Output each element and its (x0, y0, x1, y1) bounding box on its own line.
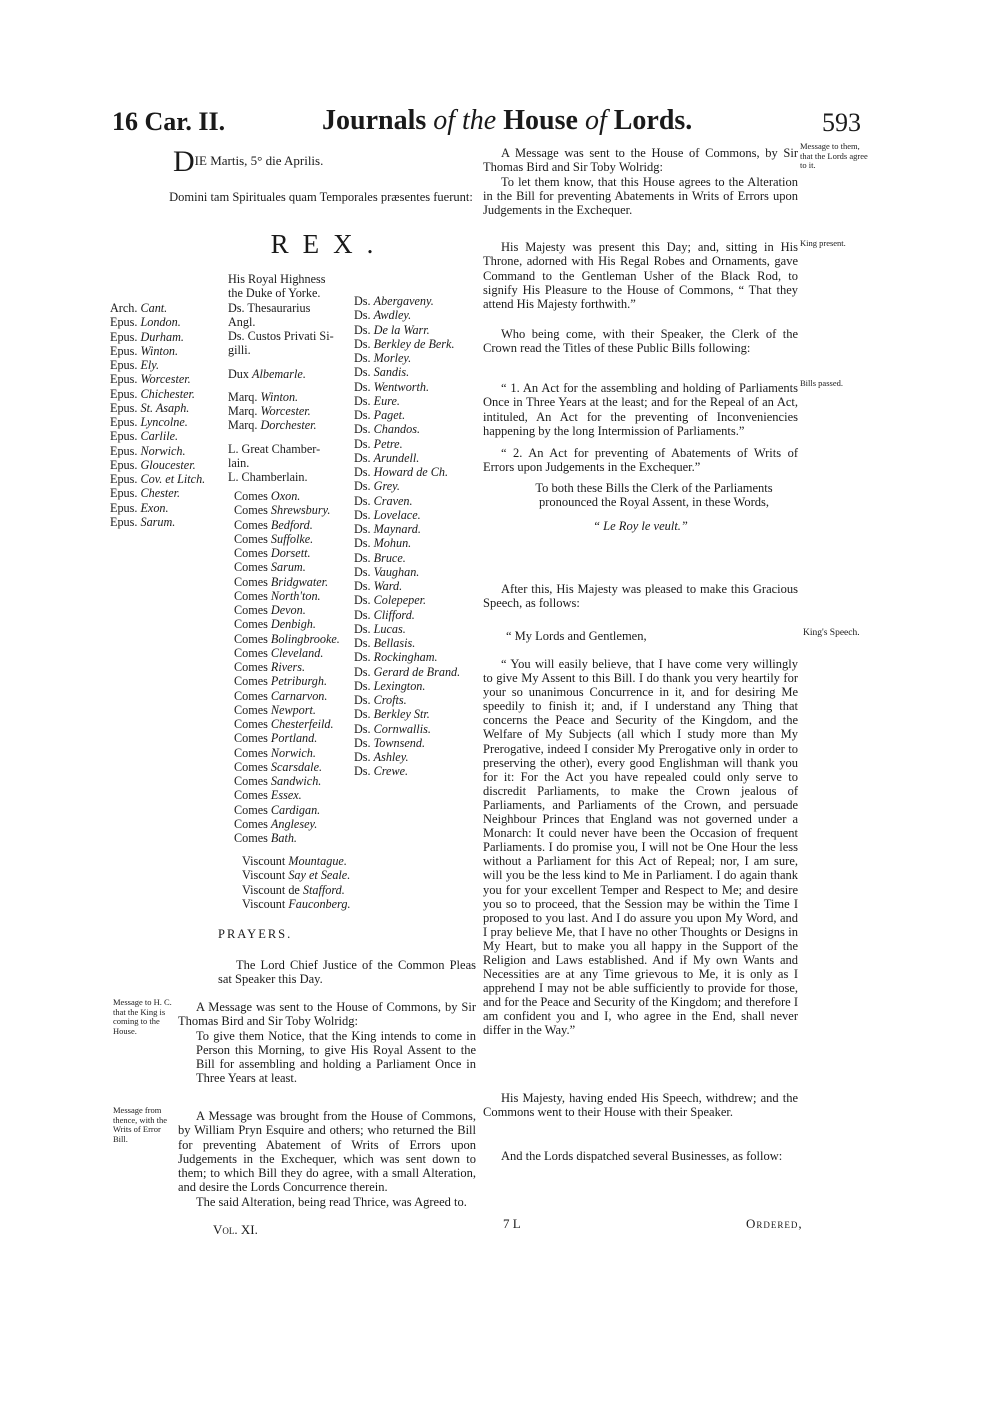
baron-entry: Ds. Howard de Ch. (354, 465, 449, 479)
officer-entry: lain. (228, 455, 250, 470)
earl-entry: Comes Dorsett. (234, 546, 311, 560)
earl-entry: Comes Cleveland. (234, 645, 324, 660)
running-head-title-part: the (462, 105, 504, 136)
baron-entry: Ds. Arundell. (354, 450, 420, 465)
bishop-entry: Epus. Gloucester. (110, 457, 196, 472)
earl-entry: Comes Scarsdale. (234, 759, 323, 774)
officer-entry (228, 381, 334, 390)
bishop-entry: Epus. Sarum. (110, 514, 176, 529)
earl-entry: Comes Bath. (234, 831, 297, 845)
baron-entry: Ds. Grey. (354, 479, 400, 494)
earl-entry: Comes Petriburgh. (234, 674, 327, 689)
date-dropcap: D (173, 145, 195, 178)
page-number: 593 (822, 108, 861, 137)
officer-entry (228, 433, 334, 442)
earl-entry: Comes Shrewsbury. (234, 503, 331, 518)
officers-list (228, 272, 334, 493)
baron-entry: Ds. Paget. (354, 408, 406, 422)
baron-entry: Ds. Sandis. (354, 365, 410, 380)
earl-entry: Comes Oxon. (234, 489, 301, 503)
earl-entry: Comes Carnarvon. (234, 688, 328, 703)
baron-entry: Ds. Chandos. (354, 422, 421, 437)
officer-entry: Dux Albemarle. (228, 366, 306, 381)
earl-entry: Comes Denbigh. (234, 617, 316, 632)
bishop-entry: Epus. Chester. (110, 486, 181, 501)
barons-list (354, 294, 460, 779)
officer-entry: His Royal Highness (228, 272, 326, 286)
baron-entry: Ds. Clifford. (354, 607, 415, 622)
earl-entry: Comes Norwich. (234, 745, 316, 760)
bishop-entry: Epus. Lyncolne. (110, 415, 188, 429)
bishops-list (110, 301, 205, 529)
officer-entry: L. Great Chamber- (228, 441, 321, 456)
margin-note-king-present: King present. (800, 238, 846, 248)
earl-entry: Comes Sarum. (234, 560, 306, 575)
viscounts-list (242, 854, 351, 911)
earl-entry: Comes Bedford. (234, 517, 313, 532)
bishop-entry: Epus. Norwich. (110, 443, 186, 458)
earl-entry: Comes Newport. (234, 702, 316, 717)
margin-note-message-to-commons: Message to H. C. that the King is coming to the House. (113, 997, 172, 1036)
baron-entry: Ds. Maynard. (354, 522, 421, 536)
running-head-title-part: Lords. (613, 105, 693, 136)
bishop-entry: Epus. Chichester. (110, 386, 195, 401)
officer-entry: Ds. Thesaurarius (228, 300, 311, 315)
bill-two: “ 2. An Act for preventing of Abatements of Writs of Errors upon Judgements in the Exchequer.” (483, 446, 798, 475)
baron-entry: Ds. Morley. (354, 351, 412, 365)
viscount-entry: Viscount Say et Seale. (242, 868, 351, 883)
baron-entry: Ds. Colepeper. (354, 593, 427, 608)
dispatched-paragraph: And the Lords dispatched several Businesses, as follow: (501, 1149, 783, 1163)
officer-entry: Marq. Dorchester. (228, 418, 317, 433)
withdrew-paragraph: His Majesty, having ended His Speech, withdrew; and the Commons went to their House with their Speaker. (483, 1091, 798, 1120)
baron-entry: Ds. Cornwallis. (354, 721, 431, 736)
bishop-entry: Epus. Cov. et Litch. (110, 472, 206, 486)
session-date (173, 145, 324, 178)
volume-signature: Vol. XI. (213, 1222, 258, 1237)
bishop-entry: Epus. Winton. (110, 343, 179, 358)
baron-entry: Ds. Rockingham. (354, 650, 438, 665)
running-head-regnal-year: 16 Car. II. (112, 107, 226, 136)
king-present-paragraph: His Majesty was present this Day; and, sitting in His Throne, adorned with His Regal Robes and Ornaments, gave Command to the Gentleman Usher of the Black Rod, to signify His Pleasure to the House of Commons, “ That they attend His Majesty forthwith.” (483, 240, 798, 312)
running-head-title-part: House (503, 105, 585, 136)
message-to-commons-block: A Message was sent to the House of Commons, by Sir Thomas Bird and Sir Toby Wolridg: To give them Notice, that the King intends to come in Person this Morning, to give His Royal Assent to the Bill for assembling and holding a Parliament Once in Three Years at least. (178, 1000, 476, 1086)
date-text: IE Martis, 5° die Aprilis. (194, 153, 324, 168)
baron-entry: Ds. Ward. (354, 579, 403, 593)
kings-speech-text: “ You will easily believe, that I have come very willingly to give My Assent to this Bill. I do thank you very heartily for your so unanimous Concurrence in it, and for desiring Me speedily to finish it; and, if I understand any Thing that concerns the Peace and Security of the Kingdom, and the Welfare of My Subjects (all which I study more than My Prerogative, indeed I consider My Prerogative only in order to preserving the other), every good Englishman will thank you for it: For the Act you have repealed could only serve to discredit Parliaments, to make the Crown jealous of Parliaments, and Parliaments of the Crown, and persuade Neighbour Princes that England was not governed under a Monarch: It could never have been the Occasion of frequent Parliaments. I do promise you, I will not be One Hour the less without a Parliament for this Act of Repeal; nor, I am sure, will you be the less kind to Me in Parliament. I do again thank you for your excellent Temper and Respect to Me; and desire you so to proceed, that the Session may be within the Time I proposed to you last. And I do assure you upon My Word, and I pray believe Me, that I have no other Thoughts or Designs in My Heart, but to make you all happy in the Support of the Religion and Laws established. And if My own Wants and Necessities are at any Time grievous to Me, it is only as I apprehend I may not be able sufficiently to provide for those, and for the Peace and Security of the Kingdom; and therefore I am confident you and I, who agree in the End, shall never differ in the Way.” (483, 657, 798, 1038)
earl-entry: Comes Devon. (234, 603, 306, 617)
baron-entry: Ds. Gerard de Brand. (354, 664, 461, 679)
baron-entry: Ds. De la Warr. (354, 322, 430, 337)
baron-entry: Ds. Petre. (354, 436, 403, 451)
baron-entry: Ds. Mohun. (354, 536, 412, 551)
prayers-heading: PRAYERS. (218, 927, 293, 941)
earl-entry: Comes Bolingbrooke. (234, 631, 340, 646)
earl-entry: Comes Sandwich. (234, 774, 322, 788)
earl-entry: Comes North'ton. (234, 588, 321, 603)
officer-entry: Marq. Worcester. (228, 404, 311, 418)
bishop-entry: Epus. Exon. (110, 500, 169, 515)
bishop-entry: Epus. Carlile. (110, 429, 179, 444)
speaker-note: The Lord Chief Justice of the Common Pleas sat Speaker this Day. (218, 958, 476, 987)
message-lords-agree-block: A Message was sent to the House of Commons, by Sir Thomas Bird and Sir Toby Wolridg: To let them know, that this House agrees to the Alteration in the Bill for preventing Abatements in Writs of Errors upon Judgements in the Exchequer. (483, 146, 798, 218)
baron-entry: Ds. Lexington. (354, 678, 426, 693)
le-roy-le-veult: “ Le Roy le veult.” (593, 519, 688, 533)
bill-one: “ 1. An Act for the assembling and holding of Parliaments Once in Three Years at the least; and for the Repeal of an Act, intituled, An Act for the preventing of Inconveniencies happening by the long Intermission of Parliaments.” (483, 381, 798, 438)
earl-entry: Comes Chesterfeild. (234, 717, 334, 731)
bishop-entry: Epus. Worcester. (110, 372, 191, 387)
running-head-title-part: Journals (322, 105, 434, 136)
royal-assent-line: To both these Bills the Clerk of the Parliaments pronounced the Royal Assent, in these Words, (535, 481, 773, 510)
baron-entry: Ds. Berkley Str. (354, 707, 430, 722)
viscount-entry: Viscount Mountague. (242, 854, 347, 868)
bishop-entry: Arch. Cant. (110, 301, 168, 315)
baron-entry: Ds. Lovelace. (354, 507, 421, 522)
rex-heading: REX. (270, 229, 388, 259)
catchword: Ordered, (746, 1216, 803, 1231)
baron-entry: Ds. Vaughan. (354, 564, 420, 579)
baron-entry: Ds. Townsend. (354, 735, 426, 750)
earl-entry: Comes Anglesey. (234, 816, 318, 831)
running-head-title (322, 105, 692, 137)
officer-entry: Ds. Custos Privati Si- (228, 329, 334, 343)
earl-entry: Comes Rivers. (234, 660, 306, 674)
margin-note-lords-agree: Message to them, that the Lords agree to it. (800, 141, 868, 170)
officer-entry: gilli. (228, 343, 251, 358)
baron-entry: Ds. Ashley. (354, 750, 409, 764)
earl-entry: Comes Cardigan. (234, 802, 321, 817)
earls-list (234, 489, 340, 845)
margin-note-message-from-commons: Message from thence, with the Writs of Error Bill. (113, 1105, 168, 1144)
baron-entry: Ds. Bellasis. (354, 636, 416, 650)
viscount-entry: Viscount de Stafford. (242, 882, 345, 897)
bishop-entry: Epus. London. (110, 315, 181, 330)
earl-entry: Comes Essex. (234, 788, 302, 803)
signature-mark: 7 L (503, 1216, 521, 1231)
baron-entry: Ds. Crewe. (354, 764, 409, 779)
bishop-entry: Epus. Durham. (110, 329, 184, 344)
margin-note-bills-passed: Bills passed. (800, 378, 843, 388)
officer-entry: L. Chamberlain. (228, 470, 308, 484)
officer-entry: Marq. Winton. (228, 389, 299, 404)
bills-read-paragraph: Who being come, with their Speaker, the Clerk of the Crown read the Titles of these Public Bills following: (483, 327, 798, 356)
speech-salutation: “ My Lords and Gentlemen, (506, 629, 647, 643)
officer-entry: Angl. (228, 314, 256, 329)
after-this-paragraph: After this, His Majesty was pleased to make this Gracious Speech, as follows: (483, 582, 798, 611)
earl-entry: Comes Portland. (234, 731, 318, 746)
earl-entry: Comes Bridgwater. (234, 574, 329, 589)
viscount-entry: Viscount Fauconberg. (242, 896, 351, 911)
officer-entry (228, 358, 334, 367)
running-head-title-part: of (584, 105, 614, 136)
baron-entry: Ds. Eure. (354, 393, 400, 408)
baron-entry: Ds. Abergaveny. (354, 294, 434, 308)
bishop-entry: Epus. St. Asaph. (110, 400, 190, 415)
baron-entry: Ds. Craven. (354, 493, 413, 508)
baron-entry: Ds. Awdley. (354, 308, 412, 323)
running-head-title-part: of (433, 105, 463, 136)
bishop-entry: Epus. Ely. (110, 358, 160, 372)
earl-entry: Comes Suffolke. (234, 531, 314, 546)
baron-entry: Ds. Wentworth. (354, 379, 430, 394)
message-from-commons-block: A Message was brought from the House of Commons, by William Pryn Esquire and others; who returned the Bill for preventing Abatement of Writs of Errors upon Judgements in the Exchequer, which was sent down to them; to which Bill they do agree, with a small Alteration, and desire the Lords Concurrence therein. The said Alteration, being read Thrice, was Agreed to. (178, 1109, 476, 1209)
margin-note-kings-speech: King's Speech. (803, 628, 860, 638)
members-present-heading: Domini tam Spirituales quam Temporales præsentes fuerunt: (169, 190, 473, 204)
baron-entry: Ds. Crofts. (354, 693, 407, 707)
baron-entry: Ds. Bruce. (354, 550, 406, 565)
officer-entry: the Duke of Yorke. (228, 286, 321, 301)
baron-entry: Ds. Lucas. (354, 621, 406, 636)
baron-entry: Ds. Berkley de Berk. (354, 336, 455, 351)
